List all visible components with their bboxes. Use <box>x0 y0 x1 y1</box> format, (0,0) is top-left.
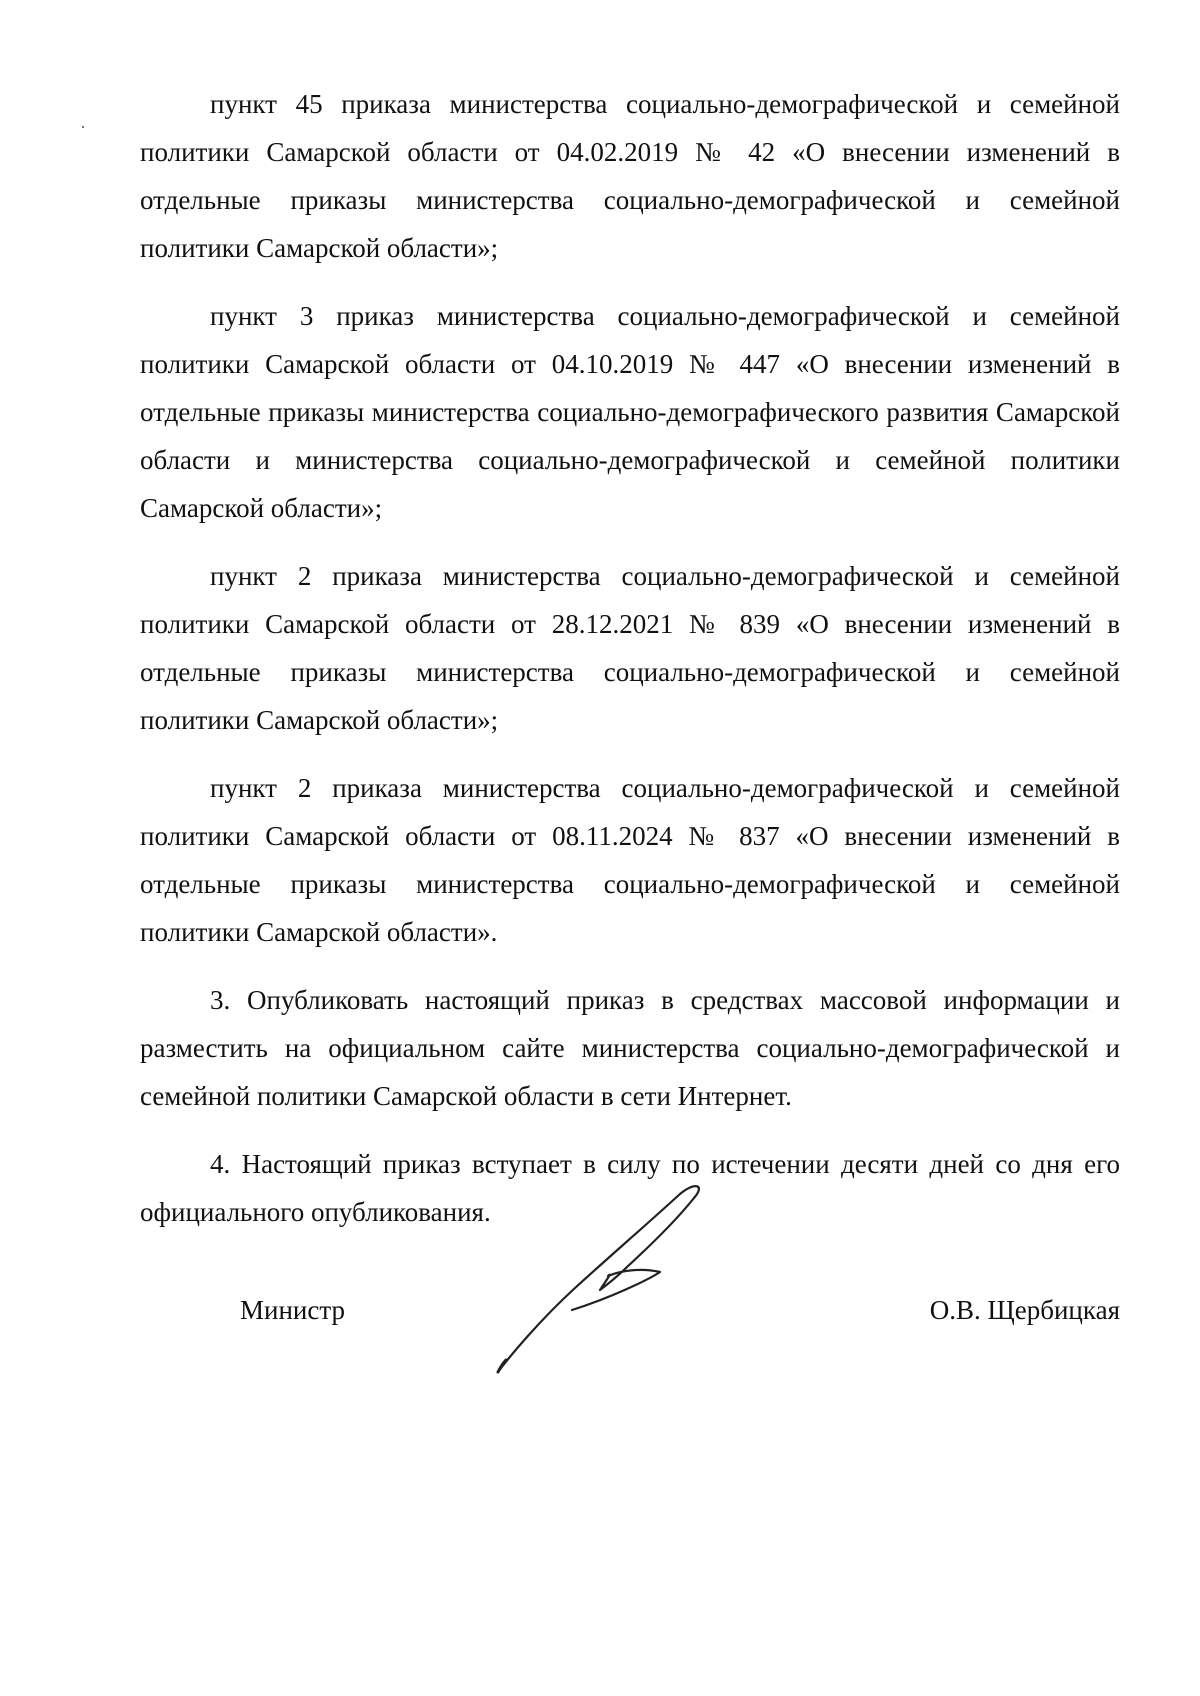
paragraph-effective-date: 4. Настоящий приказ вступает в силу по истечении десяти дней со дня его официального опубликования. <box>140 1149 1120 1227</box>
paragraph-item-2-2021: пункт 2 приказа министерства социально-демографической и семейной политики Самарской области от 28.12.2021 № 839 «О внесении изменений в отдельные приказы министерства социально-демографической и семейной политики Самарской области»; <box>140 561 1120 735</box>
paragraph-publication: 3. Опубликовать настоящий приказ в средствах массовой информации и разместить на официальном сайте министерства социально-демографической и семейной политики Самарской области в сети Интернет. <box>140 985 1120 1111</box>
signatory-name: О.В. Щербицкая <box>929 1295 1120 1325</box>
paragraph-item-45: пункт 45 приказа министерства социально-демографической и семейной политики Самарской области от 04.02.2019 № 42 «О внесении изменений в отдельные приказы министерства социально-демографической и семейной политики Самарской области»; <box>140 89 1120 263</box>
paragraph-item-2-2024: пункт 2 приказа министерства социально-демографической и семейной политики Самарской области от 08.11.2024 № 837 «О внесении изменений в отдельные приказы министерства социально-демографической и семейной политики Самарской области». <box>140 773 1120 947</box>
signature-block <box>140 1290 1120 1330</box>
handwritten-signature <box>480 1180 760 1380</box>
scan-speck <box>82 126 84 128</box>
signatory-title: Министр <box>240 1295 345 1325</box>
paragraph-item-3: пункт 3 приказ министерства социально-демографической и семейной политики Самарской области от 04.10.2019 № 447 «О внесении изменений в отдельные приказы министерства социально-демографического развития Самарской области и министерства социально-демографической и семейной политики Самарской области»; <box>140 301 1120 523</box>
document-body <box>140 80 1120 1256</box>
